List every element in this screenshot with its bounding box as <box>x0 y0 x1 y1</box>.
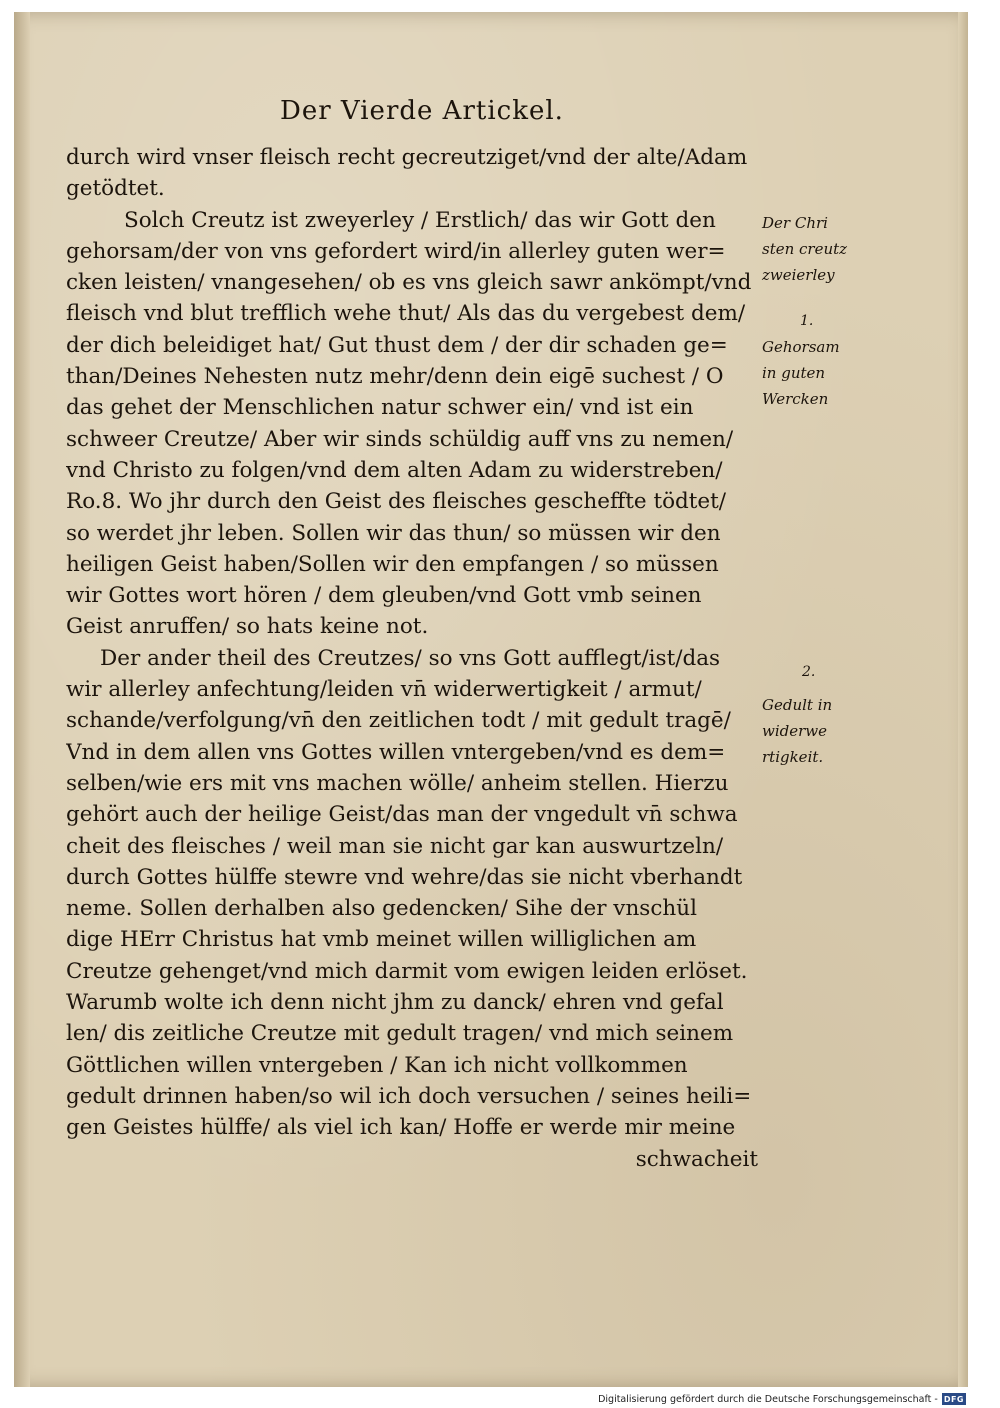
margin-note-line: Gedult in <box>762 696 833 714</box>
text-line: Creutze gehenget/vnd mich darmit vom ewigen leiden erlöset. <box>66 958 748 984</box>
text-line: schweer Creutze/ Aber wir sinds schüldig auff vns zu nemen/ <box>66 426 734 452</box>
margin-note-line: Gehorsam <box>762 338 840 356</box>
margin-note-line: widerwe <box>762 722 828 740</box>
text-line: Ro.8. Wo jhr durch den Geist des fleisches gescheffte tödtet/ <box>66 489 727 515</box>
text-line: Geist anruffen/ so hats keine not. <box>66 614 429 640</box>
text-line: gehorsam/der von vns gefordert wird/in allerley guten wer= <box>66 238 726 264</box>
text-line: heiligen Geist haben/Sollen wir den empfangen / so müssen <box>66 551 719 577</box>
text-line: fleisch vnd blut trefflich wehe thut/ Als das du vergebest dem/ <box>66 301 746 327</box>
text-line: der dich beleidiget hat/ Gut thust dem / der dir schaden ge= <box>66 332 728 358</box>
margin-note-line: in guten <box>762 364 826 382</box>
text-line: gedult drinnen haben/so wil ich doch versuchen / seines heili= <box>66 1083 752 1109</box>
margin-note-line: Wercken <box>762 390 829 408</box>
text-line: Göttlichen willen vntergeben / Kan ich nicht vollkommen <box>66 1052 688 1078</box>
dfg-logo-icon: DFG <box>943 1394 964 1404</box>
text-line: Der ander theil des Creutzes/ so vns Gott aufflegt/ist/das <box>100 645 721 671</box>
text-line: gehört auch der heilige Geist/das man der vngedult vn̄ schwa <box>66 802 738 828</box>
text-line: selben/wie ers mit vns machen wölle/ anheim stellen. Hierzu <box>66 770 729 796</box>
text-line: wir Gottes wort hören / dem gleuben/vnd Gott vmb seinen <box>66 583 702 609</box>
text-line: durch Gottes hülffe stewre vnd wehre/das sie nicht vberhandt <box>66 864 743 890</box>
body-text-block <box>66 142 766 1175</box>
page-right-edge <box>958 12 968 1387</box>
margin-note-patience <box>762 692 862 770</box>
text-line: cken leisten/ vnangesehen/ ob es vns gleich sawr ankömpt/vnd <box>66 270 752 296</box>
margin-number-1: 1. <box>800 313 814 329</box>
margin-note-christian-cross <box>762 210 862 288</box>
running-title: Der Vierde Artickel. <box>280 96 564 126</box>
catchword: schwacheit <box>635 1146 758 1172</box>
margin-note-line: zweierley <box>762 266 835 284</box>
text-line: getödtet. <box>66 176 165 202</box>
text-line: neme. Sollen derhalben also gedencken/ Sihe der vnschül <box>66 896 697 922</box>
text-line: cheit des fleisches / weil man sie nicht gar kan auswurtzeln/ <box>66 833 724 859</box>
text-line: wir allerley anfechtung/leiden vn̄ widerwertigkeit / armut/ <box>66 677 702 703</box>
margin-note-line: sten creutz <box>762 240 848 258</box>
margin-note-line: rtigkeit. <box>762 748 824 766</box>
footer-credit-text: Digitalisierung gefördert durch die Deutsche Forschungsgemeinschaft - <box>598 1393 938 1405</box>
text-line: das gehet der Menschlichen natur schwer ein/ vnd ist ein <box>66 395 694 421</box>
text-line: Vnd in dem allen vns Gottes willen vntergeben/vnd es dem= <box>66 739 726 765</box>
marginalia-column <box>762 0 862 1400</box>
margin-note-line: Der Chri <box>762 214 828 232</box>
text-line: Solch Creutz ist zweyerley / Erstlich/ das wir Gott den <box>124 207 716 233</box>
text-line: durch wird vnser fleisch recht gecreutziget/vnd der alte/Adam <box>66 145 748 170</box>
text-line: so werdet jhr leben. Sollen wir das thun/ so müssen wir den <box>66 520 721 546</box>
text-line: vnd Christo zu folgen/vnd dem alten Adam zu widerstreben/ <box>66 457 723 483</box>
margin-note-obedience <box>762 334 862 412</box>
text-line: schande/verfolgung/vn̄ den zeitlichen todt / mit gedult tragē/ <box>66 708 731 734</box>
text-line: len/ dis zeitliche Creutze mit gedult tragen/ vnd mich seinem <box>66 1021 734 1047</box>
text-line: than/Deines Nehesten nutz mehr/denn dein eigē suchest / O <box>66 364 724 390</box>
text-line: Warumb wolte ich denn nicht jhm zu danck/ ehren vnd gefal <box>66 990 724 1016</box>
text-line: dige HErr Christus hat vmb meinet willen williglichen am <box>66 927 697 953</box>
margin-number-2: 2. <box>802 664 816 680</box>
digitization-footer <box>598 1392 966 1406</box>
page-binding-edge <box>14 12 30 1387</box>
text-line: gen Geistes hülffe/ als viel ich kan/ Hoffe er werde mir meine <box>66 1115 736 1141</box>
